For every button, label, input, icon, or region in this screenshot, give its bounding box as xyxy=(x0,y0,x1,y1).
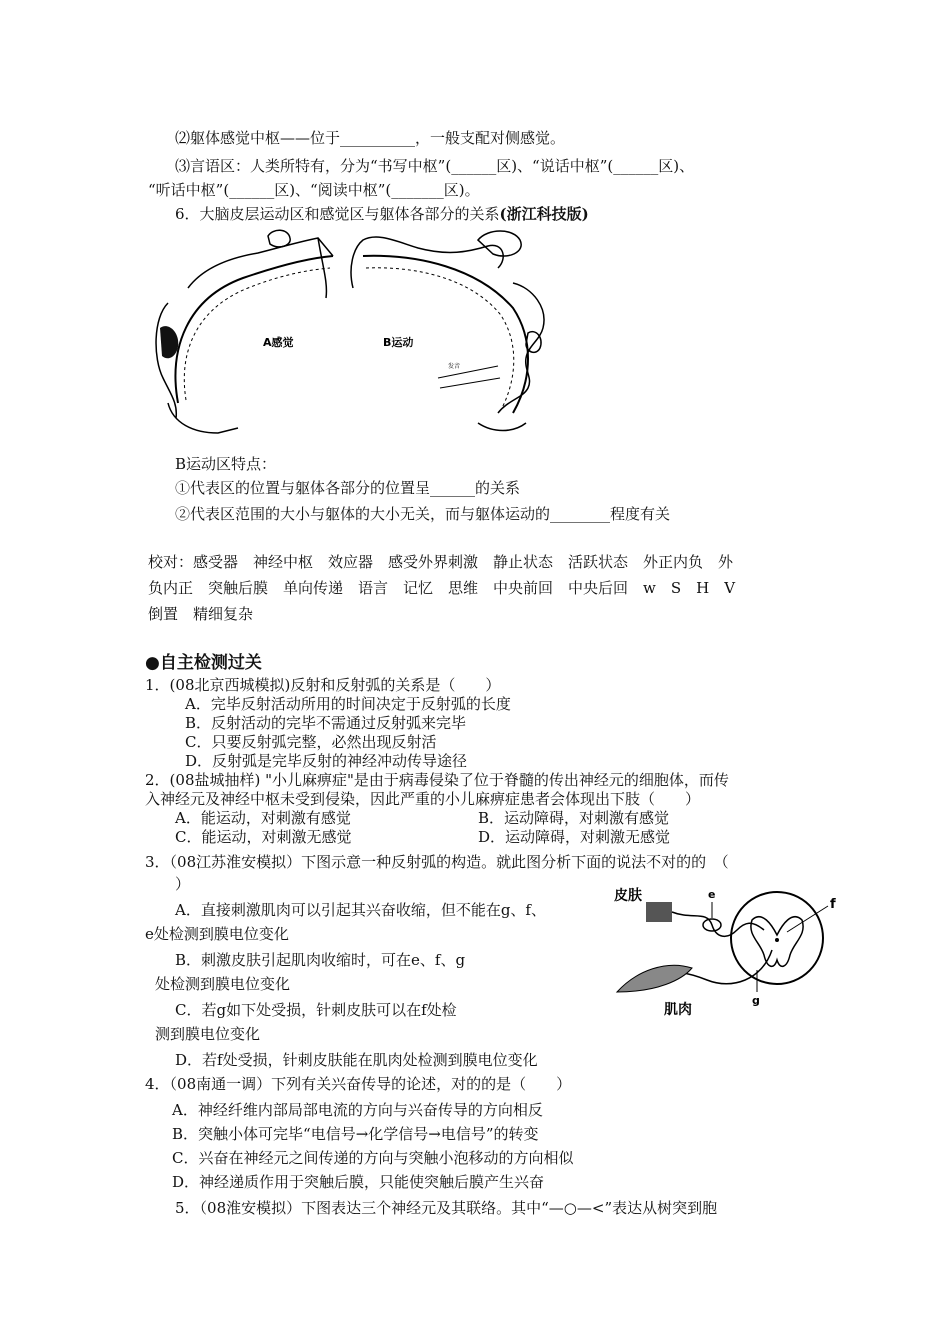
q3-stem-line2: ） xyxy=(175,875,191,893)
label-motor: B运动 xyxy=(383,336,414,349)
motor-cortex-arc xyxy=(363,256,528,413)
label-sensory: A感觉 xyxy=(263,336,294,349)
sensory-cortex-inner-arc xyxy=(184,268,330,400)
answers-line-1: 校对：感受器 神经中枢 效应器 感受外界刺激 静止状态 活跃状态 外正内负 外 xyxy=(148,553,734,571)
motor-base-outline xyxy=(478,423,526,431)
q2-stem-line1: 2．(08盐城抽样) "小儿麻痹症"是由于病毒侵染了位于脊髓的传出神经元的细胞体，而传 xyxy=(145,771,729,789)
label-g: g xyxy=(752,994,760,1007)
q1-option-d: D．反射弧是完毕反射的神经冲动传导途径 xyxy=(185,752,468,770)
q2-option-a: A．能运动，对刺激有感觉 xyxy=(175,809,351,827)
sensory-homunculus-foot xyxy=(268,230,290,247)
q2-option-d: D．运动障碍，对刺激无感觉 xyxy=(478,828,671,846)
q4-option-c: C．兴奋在神经元之间传递的方向与突触小泡移动的方向相似 xyxy=(172,1149,574,1167)
q4-option-a: A．神经纤维内部局部电流的方向与兴奋传导的方向相反 xyxy=(172,1101,543,1119)
motor-trait-1: ①代表区的位置与躯体各部分的位置呈______的关系 xyxy=(175,479,521,497)
label-f: f xyxy=(830,897,836,912)
label-muscle: 肌肉 xyxy=(664,1002,692,1018)
reflex-arc-figure xyxy=(612,880,848,1020)
question-6-source: (浙江科技版) xyxy=(499,205,589,223)
question-6-title xyxy=(175,204,589,224)
q4-stem: 4．（08南通一调）下列有关兴奋传导的论述，对的的是（ ） xyxy=(145,1075,572,1093)
self-check-heading: ●自主检测过关 xyxy=(145,653,262,673)
q5-stem: 5．（08淮安模拟）下图表达三个神经元及其联络。其中“—○—<”表达从树突到胞 xyxy=(175,1199,718,1217)
central-canal xyxy=(775,938,779,942)
q2-option-b: B．运动障碍，对刺激有感觉 xyxy=(478,809,670,827)
motor-trait-2: ②代表区范围的大小与躯体的大小无关，而与躯体运动的________程度有关 xyxy=(175,505,671,523)
q3-option-c-line1: C．若g如下处受损，针刺皮肤可以在f处检 xyxy=(175,1001,457,1019)
sensory-base-outline xyxy=(168,403,238,433)
q2-stem-line2: 入神经元及神经中枢未受到侵染，因此严重的小儿麻痹症患者会体现出下肢（ ） xyxy=(145,790,701,808)
q3-option-b-line2: 处检测到膜电位变化 xyxy=(155,975,291,993)
item-language-area-line2: “听话中枢”(______区)、“阅读中枢”(_______区)。 xyxy=(148,181,480,199)
skin-block xyxy=(646,902,672,922)
afferent-fiber xyxy=(672,912,764,936)
q3-stem-line1: 3．（08江苏淮安模拟）下图示意一种反射弧的构造。就此图分析下面的说法不对的的 （ xyxy=(145,853,729,871)
motor-traits-heading: B运动区特点： xyxy=(175,455,277,473)
answers-line-3: 倒置 精细复杂 xyxy=(148,605,254,623)
label-e: e xyxy=(708,888,716,901)
motor-homunculus-hand xyxy=(478,231,521,256)
q1-stem: 1．(08北京西城模拟)反射和反射弧的关系是（ ） xyxy=(145,676,501,694)
sensory-cortex-arc xyxy=(176,256,333,403)
q2-option-c: C．能运动，对刺激无感觉 xyxy=(175,828,352,846)
q1-option-c: C．只要反射弧完整，必然出现反射活 xyxy=(185,733,437,751)
sensory-face-outline xyxy=(156,303,176,418)
q3-option-b-line1: B．刺激皮肤引起肌肉收缩时，可在e、f、g xyxy=(175,951,466,969)
muscle-shape xyxy=(617,965,692,992)
sensory-homunculus-body xyxy=(188,238,333,288)
q1-option-a: A．完毕反射活动所用的时间决定于反射弧的长度 xyxy=(185,695,511,713)
label-vocalization: 发音 xyxy=(448,363,461,370)
motor-face-mouth xyxy=(526,332,541,353)
q4-option-d: D．神经递质作用于突触后膜，只能使突触后膜产生兴奋 xyxy=(172,1173,545,1191)
item-language-area-line1: ⑶言语区：人类所特有，分为“书写中枢”(______区)、“说话中枢”(______区)、 xyxy=(175,157,695,175)
q3-option-c-line2: 测到膜电位变化 xyxy=(155,1025,261,1043)
q3-option-a-line1: A．直接刺激肌肉可以引起其兴奋收缩，但不能在g、f、 xyxy=(175,901,546,919)
brain-homunculus-figure xyxy=(148,228,558,440)
question-6-text: 6．大脑皮层运动区和感觉区与躯体各部分的关系 xyxy=(175,205,500,223)
q3-option-a-line2: e处检测到膜电位变化 xyxy=(145,925,289,943)
q3-option-d: D．若f处受损，针刺皮肤能在肌肉处检测到膜电位变化 xyxy=(175,1051,538,1069)
item-somatosensory-center: ⑵躯体感觉中枢——位于__________，一般支配对侧感觉。 xyxy=(175,129,566,147)
answers-line-2: 负内正 突触后膜 单向传递 语言 记忆 思维 中央前回 中央后回 w S H V xyxy=(148,579,736,597)
q1-option-b: B．反射活动的完毕不需通过反射弧来完毕 xyxy=(185,714,467,732)
sensory-face-mouth xyxy=(160,326,178,358)
q4-option-b: B．突触小体可完毕“电信号→化学信号→电信号”的转变 xyxy=(172,1125,539,1143)
label-skin: 皮肤 xyxy=(614,888,642,904)
